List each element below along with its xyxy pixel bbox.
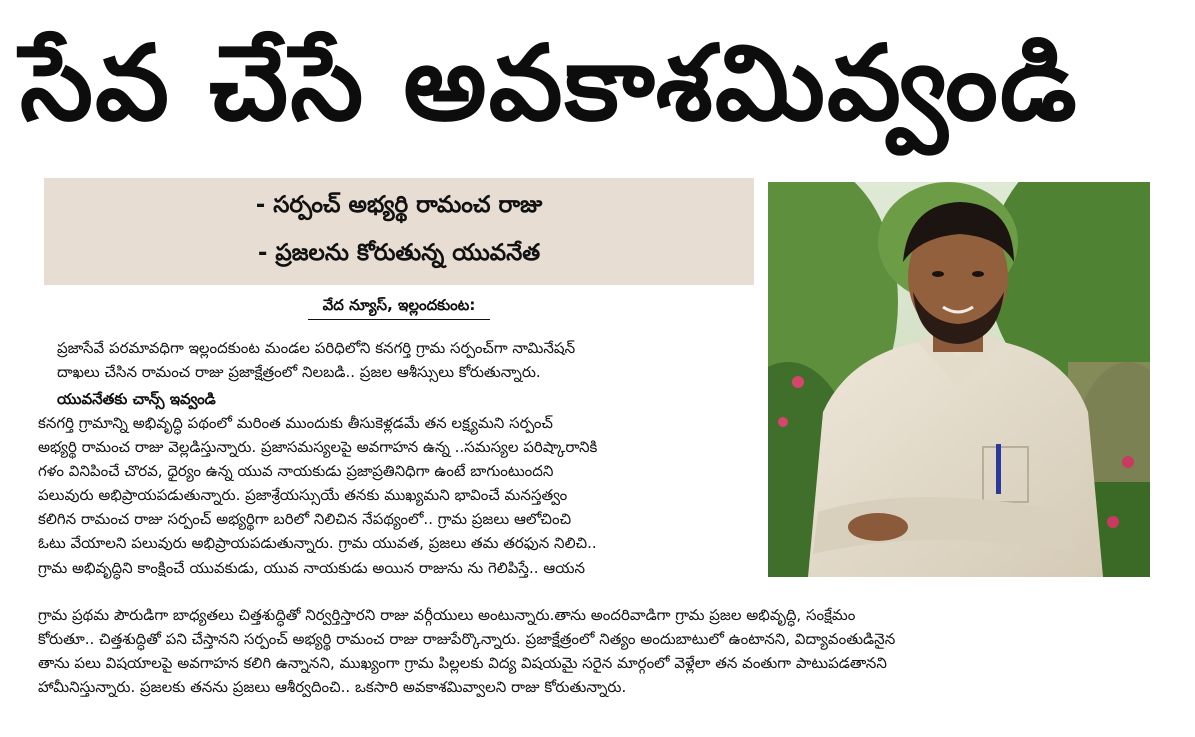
section-heading: యువనేతకు చాన్స్ ఇవ్వండి: [57, 390, 216, 408]
text-line: కోరుతూ.. చిత్తశుద్ధితో పని చేస్తానని సర్పంచ్ అభ్యర్థి రామంచ రాజు రాజుపేర్కొన్నారు. ప్రజాక్షేత్రంలో నిత్యం అందుబాటులో ఉంటానని, విద్యావంతుడినైన: [38, 630, 896, 649]
text-line: కనగర్తి గ్రామాన్ని అభివృద్ధి పథంలో మరింత ముందుకు తీసుకెళ్లడమే తన లక్ష్యమని సర్పంచ్: [38, 414, 553, 432]
text-line: తాను పలు విషయాలపై అవగాహన కలిగి ఉన్నానని, ముఖ్యంగా గ్రామ పిల్లలకు విద్య విషయమై సరైన మార్గంలో వెళ్లేలా తన వంతుగా పాటుపడతానని: [38, 654, 887, 673]
closing-paragraph: [38, 603, 1178, 699]
subheading-appeal: - ప్రజలను కోరుతున్న యువనేత: [257, 240, 541, 266]
text-line: గళం వినిపించే చొరవ, ధైర్యం ఉన్న యువ నాయకుడు ప్రజాప్రతినిధిగా ఉంటే బాగుంటుందని: [38, 462, 554, 481]
dateline: వేద న్యూస్, ఇల్లందకుంట:: [308, 293, 490, 320]
subheading-box: [44, 178, 754, 285]
text-line: అభ్యర్థి రామంచ రాజు వెల్లడిస్తున్నారు. ప్రజాసమస్యలపై అవగాహన ఉన్న ..సమస్యల పరిష్కారానికి: [38, 438, 598, 457]
intro-paragraph: [57, 336, 754, 384]
text-line: గ్రామ అభివృద్ధిని కాంక్షించే యువకుడు, యువ నాయకుడు అయిన రాజును ను గెలిపిస్తే.. ఆయన: [38, 558, 586, 577]
text-line: దాఖలు చేసిన రామంచ రాజు ప్రజాక్షేత్రంలో నిలబడి.. ప్రజల ఆశీస్సులు కోరుతున్నారు.: [57, 363, 541, 382]
candidate-photo: [768, 182, 1150, 577]
text-line: హామీనిస్తున్నారు. ప్రజలకు తనను ప్రజలు ఆశీర్వదించి.. ఒకసారి అవకాశమివ్వాలని రాజు కోరుతున్నారు.: [38, 678, 627, 697]
text-line: కలిగిన రామంచ రాజు సర్పంచ్ అభ్యర్థిగా బరిలో నిలిచిన నేపథ్యంలో.. గ్రామ ప్రజలు ఆలోచించి: [38, 510, 572, 529]
headline: సేవ చేసే అవకాశమివ్వండి: [20, 22, 1079, 144]
text-line: ప్రజాసేవే పరమావధిగా ఇల్లందకుంట మండల పరిధిలోని కనగర్తి గ్రామ సర్పంచ్‌గా నామినేషన్: [57, 339, 576, 357]
text-line: పలువురు అభిప్రాయపడుతున్నారు. ప్రజాశ్రేయస్సుయే తనకు ముఖ్యమని భావించే మనస్తత్వం: [38, 486, 568, 505]
text-line: ఓటు వేయాలని పలువురు అభిప్రాయపడుతున్నారు. గ్రామ యువత, ప్రజలు తమ తరఫున నిలిచి..: [38, 534, 597, 553]
text-line: గ్రామ ప్రథమ పౌరుడిగా బాధ్యతలు చిత్తశుద్ధితో నిర్వర్తిస్తారని రాజు వర్గీయులు అంటున్నారు.తాను అందరివాడిగా గ్రామ ప్రజల అభివృద్ధి, సంక్షేమం: [38, 606, 856, 624]
subheading-candidate: - సర్పంచ్ అభ్యర్థి రామంచ రాజు: [255, 192, 543, 218]
body-paragraph: [38, 411, 754, 580]
